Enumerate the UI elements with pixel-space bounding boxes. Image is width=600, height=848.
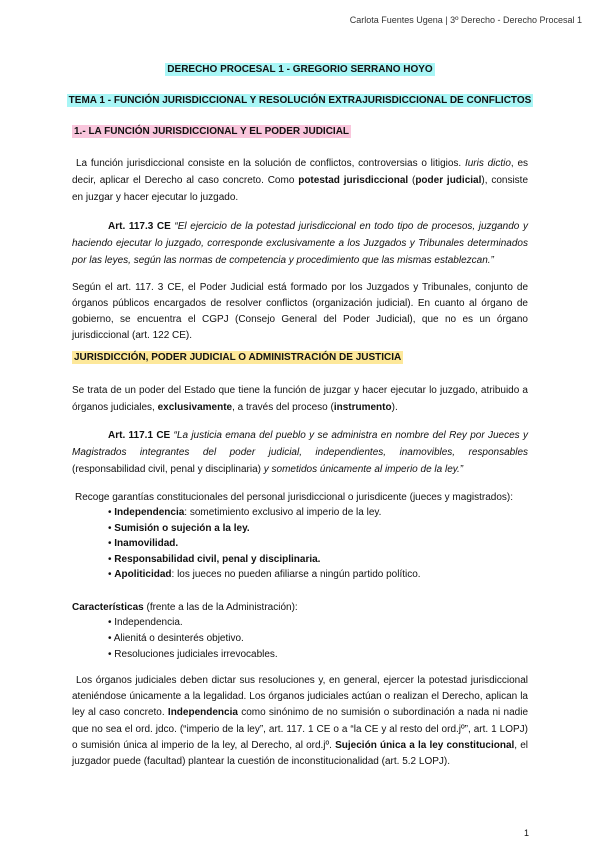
text-run: “La justicia emana del pueblo y se administra en nombre del Rey por Jueces y Magistrados integrantes del poder judicial, independientes, inamovibles, responsables [72, 430, 528, 458]
text-run: exclusivamente [157, 402, 233, 413]
list-item [108, 505, 421, 521]
text-run: “El ejercicio de la potestad jurisdiccional en todo tipo de procesos, juzgando y haciendo ejecutar lo juzgado, corresponde exclusivamente a los Juzgados y Tribunales determinados por las leyes, según las normas de competencia y procedimiento que las mismas establezcan.” [72, 221, 528, 266]
text-run: Independencia [167, 707, 238, 719]
text-run: Recoge garantías constitucionales del personal jurisdiccional o jurisdicente (jueces y magistrados): [75, 492, 514, 503]
text-run: (frente a las de la Administración): [143, 602, 298, 613]
paragraph [72, 382, 528, 416]
text-run: Según el art. 117. 3 CE, el Poder Judicial está formado por los Juzgados y Tribunales, conjunto de órganos públicos encargados de resolver conflictos (organización judicial). En cuanto al órgano de gobierno, se encuentra el CGPJ (Consejo General del Poder Judicial), que no es un órgano jurisdiccional (art. 122 CE). [72, 282, 528, 341]
list-item: • Resoluciones judiciales irrevocables. [108, 647, 278, 663]
text-run: Iuris dictio [464, 158, 511, 169]
text-run: como sinónimo de no sumisión o subordinación a nada ni nadie que no sea el ord. jdco. (“imperio de la ley”, art. 117. 1 CE o a “la CE y al resto del ord.jº”, art. 1 LOPJ) o sumisión única al imperio de la ley, al Derecho, al ord.jº. [72, 707, 529, 751]
paragraph [72, 155, 528, 206]
paragraph [72, 673, 528, 770]
section-heading-2-wrap [72, 352, 403, 363]
text-run: Los órganos judiciales deben dictar sus resoluciones y, en general, ejercer la potestad jurisdiccional ateniéndose únicamente a la legalidad. Los órganos judiciales actúan o realizan el Derecho, aplican la ley al caso concreto. [72, 675, 528, 719]
text-run: instrumento [333, 402, 392, 413]
section-heading-1-wrap [72, 126, 351, 137]
text-run: Se trata de un poder del Estado que tiene la función de juzgar y hacer ejecutar lo juzgado, atribuido a órganos judiciales, [72, 385, 528, 413]
document-title: DERECHO PROCESAL 1 - GREGORIO SERRANO HOYO [167, 64, 433, 75]
quote-art-117-1 [72, 427, 528, 478]
paragraph [72, 280, 528, 344]
text-run: La función jurisdiccional consiste en la solución de conflictos, controversias o litigios. [76, 158, 465, 169]
text-run: , a través del proceso ( [232, 402, 334, 413]
text-run: , el juzgador puede (facultad) plantear la cuestión de inconstitucionalidad (art. 5.2 LOPJ). [72, 739, 528, 768]
guarantees-list [108, 505, 421, 583]
running-header: Carlota Fuentes Ugena | 3º Derecho - Derecho Procesal 1 [349, 15, 582, 25]
section-heading-2: JURISDICCIÓN, PODER JUDICIAL O ADMINISTRACIÓN DE JUSTICIA [74, 352, 402, 363]
text-run: ( [408, 175, 416, 186]
page-number: 1 [524, 828, 530, 838]
section-heading-1: 1.- LA FUNCIÓN JURISDICCIONAL Y EL PODER JUDICIAL [74, 126, 350, 137]
document-title-wrap [0, 64, 600, 75]
text-run: Inamovilidad. [114, 538, 179, 549]
text-run: potestad jurisdiccional [298, 175, 409, 186]
text-run: : sometimiento exclusivo al imperio de la ley. [184, 507, 382, 518]
paragraph [72, 599, 528, 616]
text-run: Art. 117.1 CE [108, 430, 171, 441]
text-run: Art. 117.3 CE [108, 221, 171, 232]
text-run: ). [391, 402, 398, 413]
text-run: Sumisión o sujeción a la ley. [114, 522, 250, 534]
text-run: Sujeción única a la ley constitucional [335, 739, 515, 751]
list-item [108, 567, 421, 583]
list-item: • Alienitá o desinterés objetivo. [108, 631, 278, 647]
text-run: Características [72, 602, 144, 613]
quote-art-117-3 [72, 218, 528, 269]
list-item: • Independencia. [108, 615, 278, 631]
text-run: Apoliticidad [114, 569, 172, 580]
text-run: ), consiste en juzgar y hacer ejecutar lo juzgado. [72, 175, 529, 203]
list-item [108, 536, 421, 552]
list-item [108, 552, 421, 568]
text-run: poder judicial [415, 175, 482, 186]
paragraph [72, 489, 528, 506]
list-item [108, 521, 421, 537]
chapter-title: TEMA 1 - FUNCIÓN JURISDICCIONAL Y RESOLUCIÓN EXTRAJURISDICCIONAL DE CONFLICTOS [68, 95, 532, 106]
text-run: , es decir, aplicar el Derecho al caso concreto. Como [72, 158, 529, 186]
text-run: y sometidos únicamente al imperio de la ley.” [263, 464, 464, 475]
text-run: : los jueces no pueden afiliarse a ningún partido político. [171, 569, 421, 580]
text-run: Responsabilidad civil, penal y disciplinaria. [114, 553, 321, 565]
text-run: (responsabilidad civil, penal y disciplinaria) [72, 464, 264, 475]
text-run: Independencia [114, 507, 185, 518]
characteristics-list [108, 615, 278, 663]
subtitle-wrap [0, 95, 600, 106]
